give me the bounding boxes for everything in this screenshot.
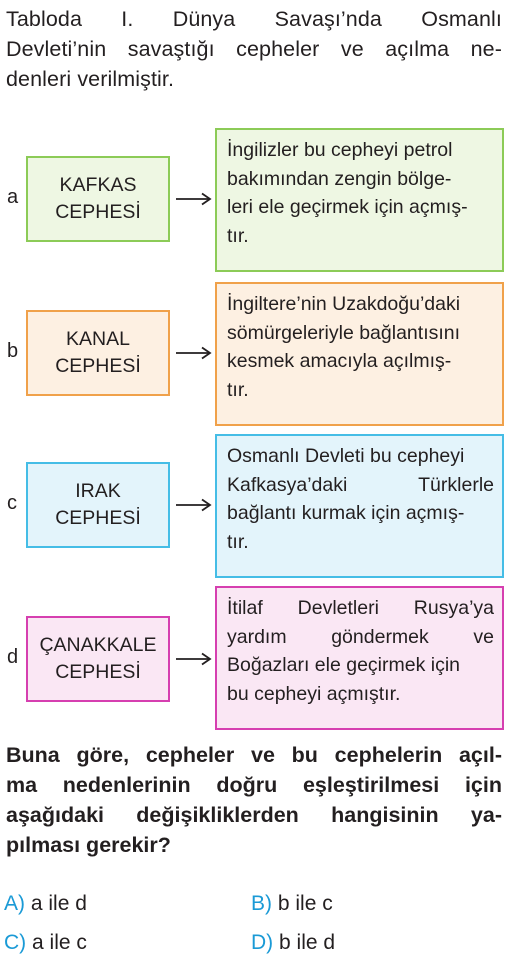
reason-line: kesmek amacıyla açılmış-: [227, 350, 452, 372]
option-letter: B): [251, 892, 272, 915]
front-name: IRAK: [75, 480, 121, 502]
option-text: b ile c: [277, 892, 333, 915]
question-line: aşağıdaki değişikliklerden hangisinin ya-: [6, 803, 502, 827]
option-text: b ile d: [279, 931, 336, 954]
front-suffix: CEPHESİ: [55, 507, 141, 529]
front-box-canakkale: [26, 616, 170, 702]
option-d[interactable]: [251, 929, 335, 957]
question-text: [6, 740, 502, 860]
row-letter: a: [7, 186, 19, 208]
right-arrow-icon: [176, 346, 212, 360]
option-text: a ile d: [30, 892, 87, 915]
front-box-irak: [26, 462, 170, 548]
right-arrow-icon: [176, 498, 212, 512]
intro-line: Tabloda I. Dünya Savaşı’nda Osmanlı: [6, 7, 502, 31]
question-line: pılması gerekir?: [6, 833, 171, 857]
reason-line: tır.: [227, 378, 249, 401]
reason-line: Boğazları ele geçirmek için: [227, 654, 461, 676]
reason-line: tır.: [227, 224, 249, 247]
reason-line: Kafkasya’daki Türklerle: [227, 473, 494, 496]
reason-box-c: [215, 434, 504, 578]
right-arrow-icon: [176, 652, 212, 666]
reason-line: tır.: [227, 530, 249, 553]
reason-box-b: [215, 282, 504, 426]
intro-line: Devleti’nin savaştığı cepheler ve açılma ne-: [6, 37, 502, 61]
front-box-kanal: [26, 310, 170, 396]
row-letter: d: [7, 646, 19, 668]
front-box-kafkas: [26, 156, 170, 242]
row-letter: c: [7, 492, 17, 514]
question-line: Buna göre, cepheler ve bu cephelerin açıl-: [6, 743, 502, 767]
reason-box-a: [215, 128, 504, 272]
reason-line: İtilaf Devletleri Rusya’ya: [227, 597, 494, 619]
front-name: ÇANAKKALE: [39, 634, 157, 656]
option-letter: C): [4, 931, 27, 954]
option-letter: D): [251, 931, 274, 954]
front-suffix: CEPHESİ: [55, 201, 141, 223]
reason-line: bağlantı kurmak için açmış-: [227, 502, 465, 524]
front-name: KAFKAS: [59, 174, 137, 196]
row-letter: b: [7, 340, 19, 362]
option-c[interactable]: [4, 929, 87, 957]
option-letter: A): [4, 892, 25, 915]
reason-line: İngiltere’nin Uzakdoğu’daki: [227, 293, 461, 315]
intro-line: denleri verilmiştir.: [6, 67, 175, 91]
option-text: a ile c: [32, 931, 87, 954]
reason-line: yardım göndermek ve: [227, 625, 494, 648]
front-suffix: CEPHESİ: [55, 661, 141, 683]
option-b[interactable]: [251, 890, 333, 918]
reason-line: bakımından zengin bölge-: [227, 167, 452, 190]
question-line: ma nedenlerinin doğru eşleştirilmesi için: [6, 773, 502, 797]
reason-line: leri ele geçirmek için açmış-: [227, 196, 468, 218]
front-suffix: CEPHESİ: [55, 355, 141, 377]
front-name: KANAL: [66, 328, 130, 350]
option-a[interactable]: [4, 890, 87, 918]
reason-line: bu cepheyi açmıştır.: [227, 682, 401, 705]
intro-text: [6, 4, 502, 94]
reason-line: İngilizler bu cepheyi petrol: [227, 139, 453, 161]
reason-line: sömürgeleriyle bağlantısını: [227, 321, 461, 344]
reason-line: Osmanlı Devleti bu cepheyi: [227, 445, 465, 467]
right-arrow-icon: [176, 192, 212, 206]
reason-box-d: [215, 586, 504, 730]
